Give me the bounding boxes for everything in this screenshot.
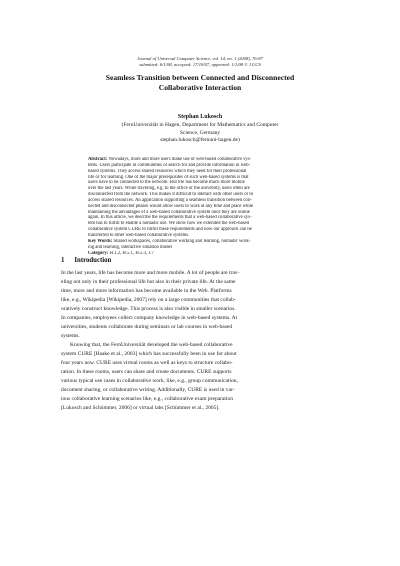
body-line: document sharing, or collaborative writing. Additionally, CURE is used in var- [61,387,235,393]
abstract-line: collaborative system CURE to fulfill these requirements and how our approach can be [88,227,252,233]
keywords-text: Shared workspaces, collaborative working and learning, nomadic work- [113,238,251,244]
section-heading [61,256,111,265]
abstract-line: transferred to other web-based collaborative systems. [88,232,190,238]
journal-citation-line: Journal of Universal Computer Science, vol. 14, no. 1 (2008), 76-87 [137,56,263,61]
body-text [61,269,341,413]
abstract-line: based systems. They access shared resources which they need for their professional [88,168,247,174]
section-title-text: Introduction [74,257,112,264]
affiliation-line-1: (FernUniversität in Hagen, Department for Mathematics and Computer [121,122,279,128]
body-line: Knowing that, the FernUniversität developed the web-based collaborative [70,342,233,348]
abstract-line: nected and disconnected phases would allow users to work at any time and place while [88,203,254,209]
abstract-line: over the last years. While traveling, e.g. to the office or the university, users often are [88,186,250,192]
section-number: 1 [61,257,65,264]
body-line: [Lukosch and Schümmer, 2006] or virtual labs [Schümmer et al., 2005]. [61,405,220,411]
abstract-line: access shared resources. An application supporting a seamless transition between con- [88,197,252,203]
abstract-line: again. In this article, we describe the requirements that a web-based collaborative sys- [88,215,252,221]
keywords-line: ing and learning, interactive situation model [88,244,172,250]
paper-title-line-1: Seamless Transition between Connected and Disconnected [105,73,295,82]
body-line: various typical use cases in collaborative work, like, e.g., group communication, [61,378,238,384]
author-name: Stephan Lukosch [177,114,223,120]
body-line: time, more and more information has become available in the Web. Platforms [61,288,232,294]
abstract-block [88,157,318,256]
body-line: systems. [61,333,80,339]
keywords-label: Key Words: [88,238,113,244]
body-line: ious collaborative learning scenarios like, e.g., collaborative exam preparation [61,396,233,402]
body-line: In companies, employees collect company knowledge in web-based systems. At [61,315,238,321]
category-line [88,251,318,257]
journal-dates-line: submitted: 6/1/08, accepted: 17/10/07, appeared: 1/1/08 © J.UCS [139,62,261,68]
body-line: In the last years, life has become more and more mobile. A lot of people are trav- [61,270,240,276]
abstract-label: Abstract: [88,157,108,162]
journal-header [60,56,340,68]
paper-title [60,73,340,94]
abstract-text: Nowadays, more and more users make use of web-based collaborative sys- [108,157,252,162]
abstract-line: life or for learning. One of the major prerequisites of such web-based systems is that [88,174,249,180]
body-line: oratively construct knowledge. This process is also visible in smaller scenarios. [61,306,236,312]
abstract-line: users have to be connected to the network. But life has become much more mobile [88,180,245,186]
category-text: H.1.2, H.5.1, H.5.3, J.7 [109,250,154,256]
author-email: stephan.lukosch@fernuni-hagen.de) [160,137,240,144]
abstract-line: maintaining the advantages of a web-based collaborative system once they are online [88,209,250,215]
body-line: eling not only in their professional life but also in their private life. At the same [61,279,236,285]
abstract-line: tem has to fulfill to enable a nomadic use. We show how we extended the web-based [88,221,249,227]
body-line: four years now. CURE uses virtual rooms as well as keys to structure collabo- [61,360,233,366]
category-label: Category: [88,250,109,256]
abstract-line: tems. Users participate in communities or search for and provide information in web- [88,162,251,168]
abstract-line: disconnected from the network. This makes it difficult to interact with other users or to [88,192,254,198]
affiliation-line-2: Science, Germany [179,129,221,136]
body-line: like, e.g., Wikipedia [Wikipedia, 2007] rely on a large communities that collab- [61,297,236,303]
body-line: system CURE [Haake et al., 2003] which has successfully been in use for about [61,351,237,357]
paper-title-line-2: Collaborative Interaction [158,83,242,93]
author-affiliation [60,122,340,145]
body-line: universities, students collaborate during seminars or lab courses in web-based [61,324,233,330]
body-line: ration. In these rooms, users can share and create documents. CURE supports [61,369,232,375]
